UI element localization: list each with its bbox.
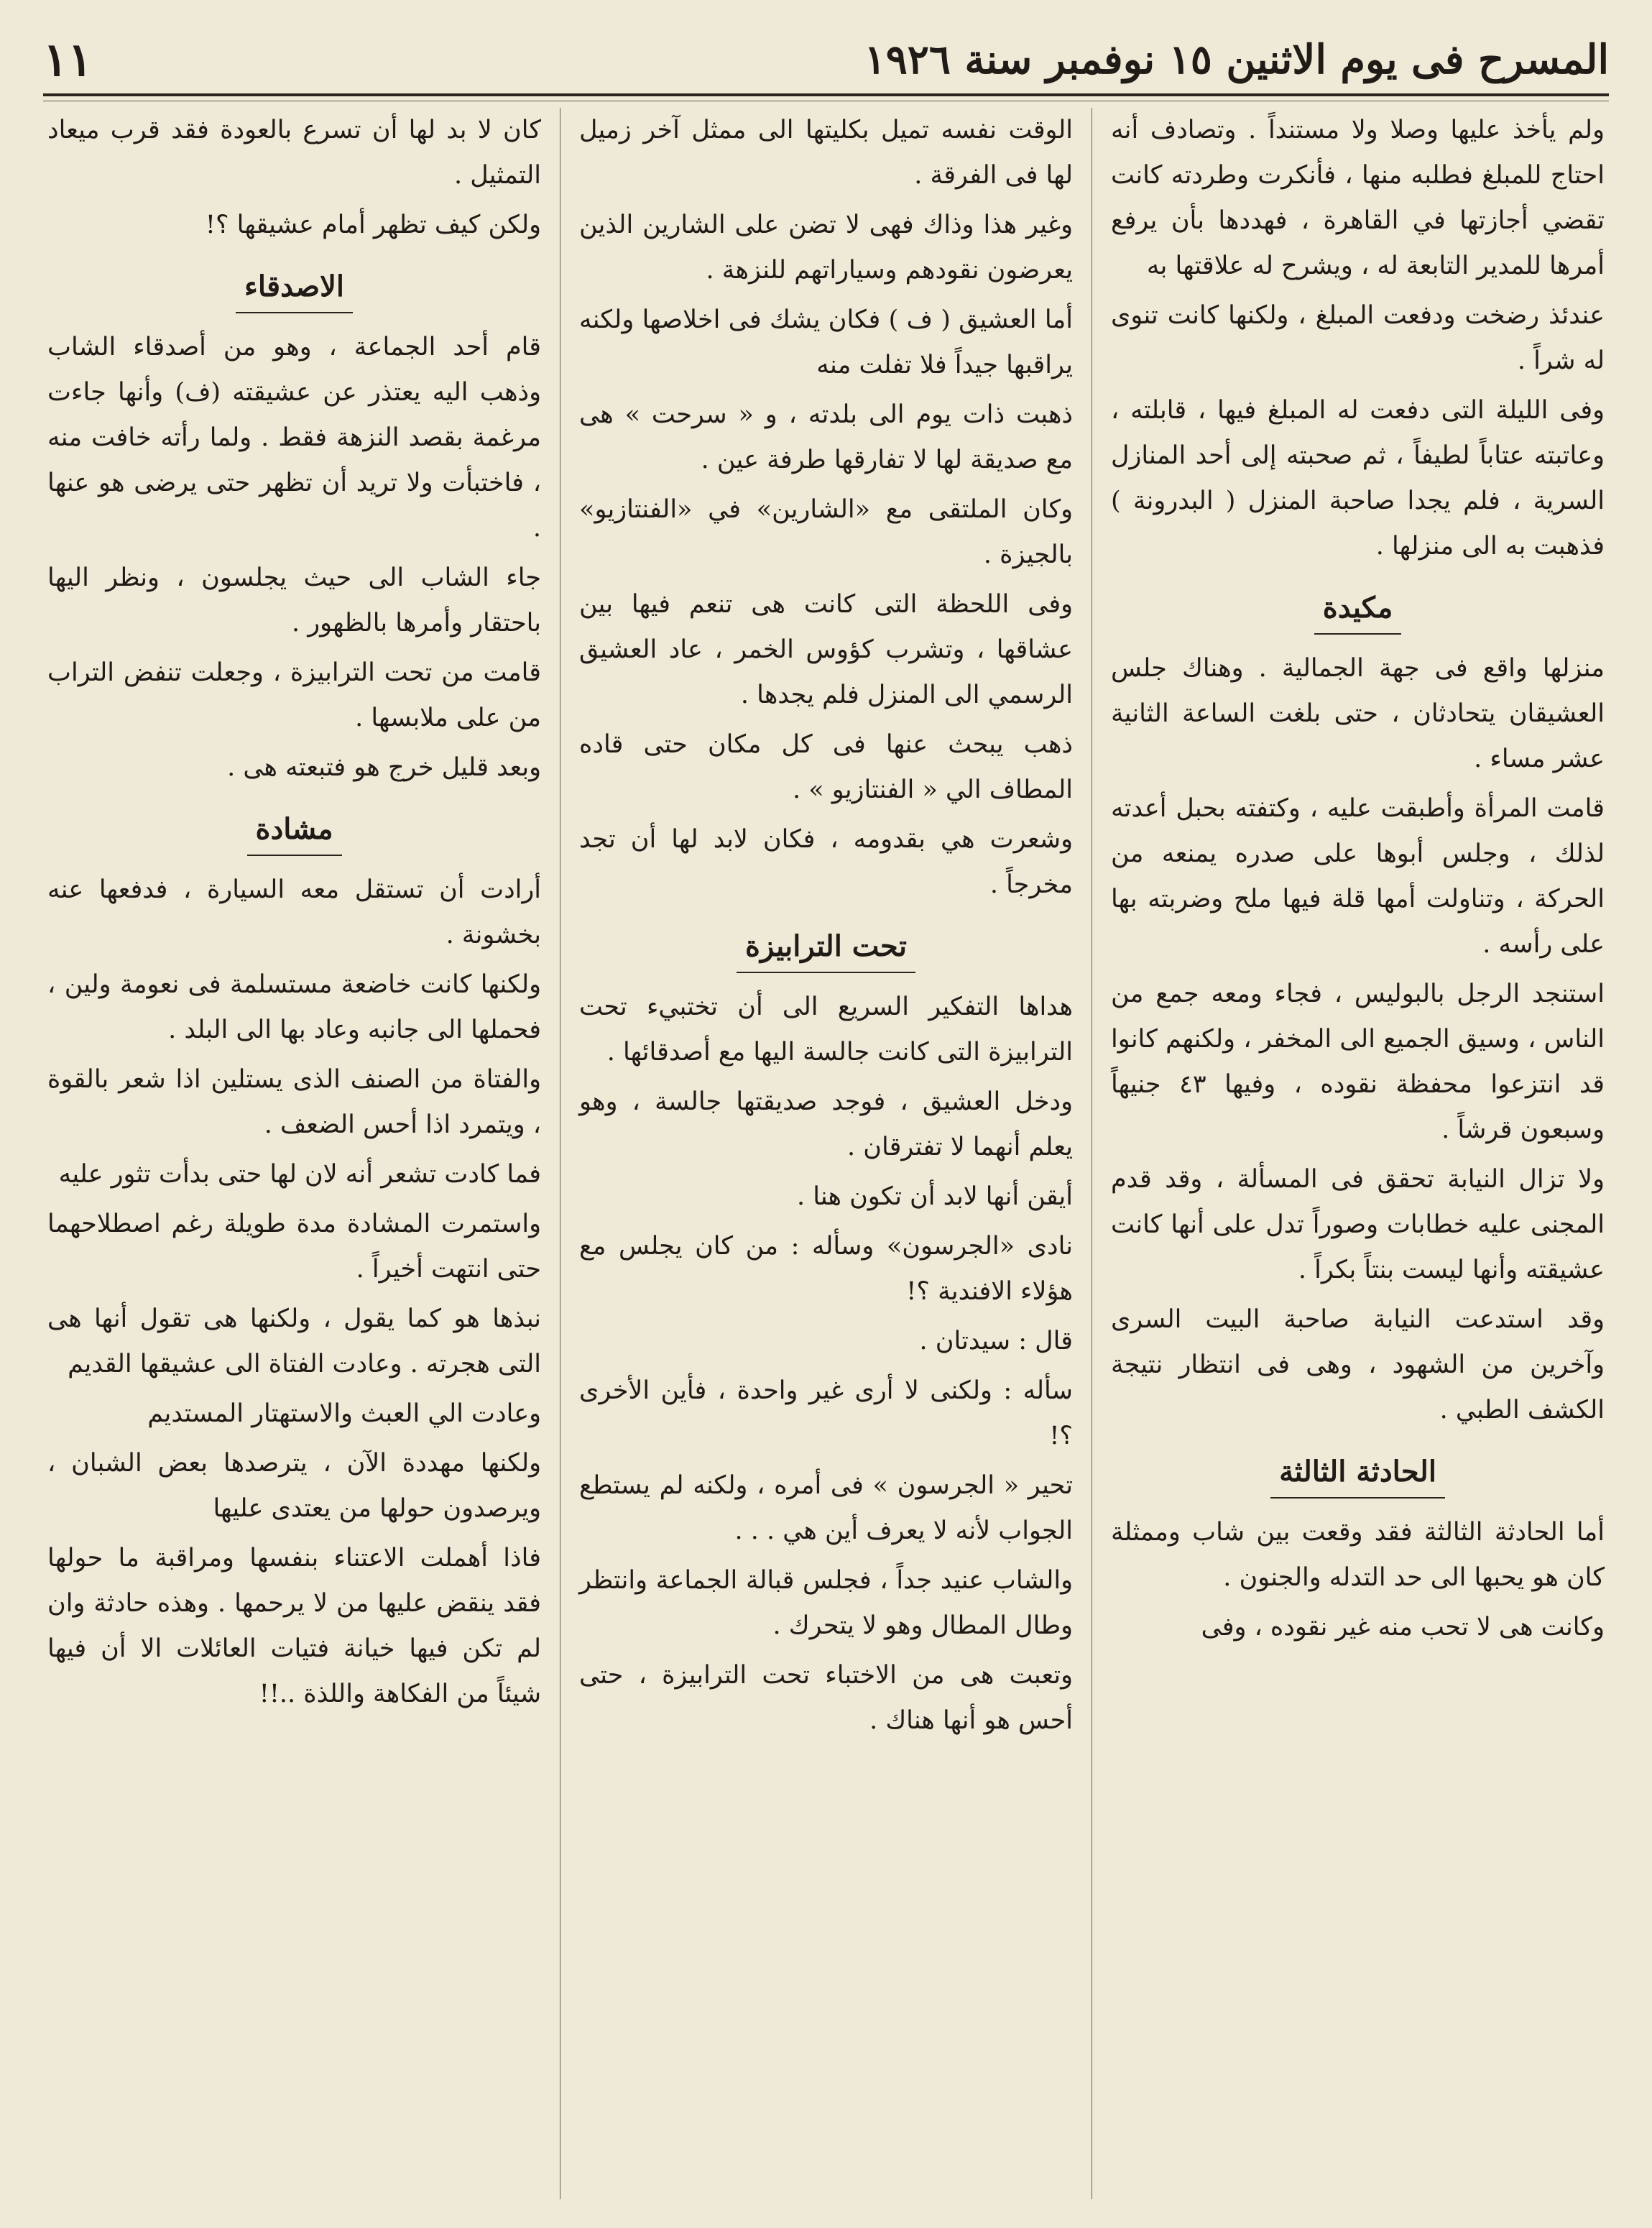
article-paragraph: جاء الشاب الى حيث يجلسون ، ونظر اليها باحتقار وأمرها بالظهور .: [47, 563, 542, 637]
article-paragraph: قام أحد الجماعة ، وهو من أصدقاء الشاب وذهب اليه يعتذر عن عشيقته (ف) وأنها جاءت مرغمة بقصد النزهة فقط . ولما رأته خافت منه ، فاختبأت ولا تريد أن تظهر حتى يرضى هو عنها .: [47, 333, 542, 543]
section-heading: [1111, 585, 1605, 635]
article-paragraph: وبعد قليل خرج هو فتبعته هى .: [227, 753, 542, 782]
article-paragraph: استنجد الرجل بالبوليس ، فجاء ومعه جمع من الناس ، وسيق الجميع الى المخفر ، ولكنهم كانوا قد انتزعوا محفظة نقوده ، وفيها ٤٣ جنيهاً وسبعون قرشاً .: [1111, 980, 1605, 1144]
column-left: [29, 108, 560, 2199]
section-heading-text: الحادثة الثالثة: [1270, 1449, 1445, 1499]
article-paragraph: ودخل العشيق ، فوجد صديقتها جالسة ، وهو يعلم أنهما لا تفترقان .: [579, 1087, 1074, 1161]
section-heading-text: الاصدقاء: [236, 264, 353, 313]
article-paragraph: وكان الملتقى مع «الشارين» في «الفنتازيو» بالجيزة .: [579, 495, 1074, 569]
header-rule: [43, 93, 1609, 96]
section-heading: [579, 924, 1073, 973]
article-paragraph: وكانت هى لا تحب منه غير نقوده ، وفى: [1201, 1613, 1605, 1642]
newspaper-dateline: المسرح فى يوم الاثنين ١٥ نوفمبر سنة ١٩٢٦: [864, 36, 1609, 83]
article-paragraph: ولكن كيف تظهر أمام عشيقها ؟!: [205, 211, 542, 239]
page-number: ١١: [43, 32, 93, 87]
article-paragraph: فاذا أهملت الاعتناء بنفسها ومراقبة ما حولها فقد ينقض عليها من لا يرحمها . وهذه حادثة وان لم تكن فيها خيانة فتيات العائلات الا أن فيها شيئاً من الفكاهة واللذة ..!!: [47, 1544, 542, 1708]
article-paragraph: ولكنها كانت خاضعة مستسلمة فى نعومة ولين ، فحملها الى جانبه وعاد بها الى البلد .: [47, 970, 542, 1044]
article-paragraph: وعادت الي العبث والاستهتار المستديم: [147, 1399, 542, 1428]
section-heading: [1111, 1449, 1605, 1499]
article-paragraph: واستمرت المشادة مدة طويلة رغم اصطلاحهما حتى انتهت أخيراً .: [47, 1210, 542, 1284]
article-paragraph: والفتاة من الصنف الذى يستلين اذا شعر بالقوة ، ويتمرد اذا أحس الضعف .: [47, 1065, 542, 1139]
article-paragraph: أما الحادثة الثالثة فقد وقعت بين شاب وممثلة كان هو يحبها الى حد التدله والجنون .: [1111, 1518, 1605, 1592]
article-paragraph: ذهبت ذات يوم الى بلدته ، و « سرحت » هى مع صديقة لها لا تفارقها طرفة عين .: [579, 400, 1074, 474]
article-paragraph: منزلها واقع فى جهة الجمالية . وهناك جلس العشيقان يتحادثان ، حتى بلغت الساعة الثانية عشر مساء .: [1111, 654, 1605, 773]
article-paragraph: وفى اللحظة التى كانت هى تنعم فيها بين عشاقها ، وتشرب كؤوس الخمر ، عاد العشيق الرسمي الى المنزل فلم يجدها .: [579, 590, 1074, 709]
page-header: [43, 29, 1609, 91]
article-columns: [29, 108, 1623, 2199]
column-right: [1092, 108, 1623, 2199]
article-paragraph: ولا تزال النيابة تحقق فى المسألة ، وقد قدم المجنى عليه خطابات وصوراً تدل على أنها كانت عشيقته وأنها ليست بنتاً بكراً .: [1111, 1165, 1605, 1284]
section-heading: [47, 806, 541, 856]
article-paragraph: الوقت نفسه تميل بكليتها الى ممثل آخر زميل لها فى الفرقة .: [579, 116, 1074, 190]
article-paragraph: تحير « الجرسون » فى أمره ، ولكنه لم يستطع الجواب لأنه لا يعرف أين هي . . .: [579, 1471, 1074, 1545]
article-paragraph: أما العشيق ( ف ) فكان يشك فى اخلاصها ولكنه يراقبها جيداً فلا تفلت منه: [579, 305, 1074, 379]
article-paragraph: وغير هذا وذاك فهى لا تضن على الشارين الذين يعرضون نقودهم وسياراتهم للنزهة .: [579, 211, 1074, 285]
article-paragraph: هداها التفكير السريع الى أن تختبيء تحت الترابيزة التى كانت جالسة اليها مع أصدقائها .: [579, 993, 1074, 1067]
article-paragraph: قال : سيدتان .: [919, 1327, 1074, 1355]
article-paragraph: أرادت أن تستقل معه السيارة ، فدفعها عنه بخشونة .: [47, 875, 542, 949]
article-paragraph: نادى «الجرسون» وسأله : من كان يجلس مع هؤلاء الافندية ؟!: [579, 1232, 1074, 1306]
article-paragraph: فما كادت تشعر أنه لان لها حتى بدأت تثور عليه: [58, 1160, 542, 1189]
section-heading-text: مكيدة: [1314, 585, 1402, 635]
article-paragraph: والشاب عنيد جداً ، فجلس قبالة الجماعة وانتظر وطال المطال وهو لا يتحرك .: [579, 1566, 1074, 1640]
column-middle: [560, 108, 1092, 2199]
article-paragraph: نبذها هو كما يقول ، ولكنها هى تقول أنها هى التى هجرته . وعادت الفتاة الى عشيقها القديم: [47, 1304, 542, 1378]
section-heading-text: مشادة: [247, 806, 342, 856]
article-paragraph: وفى الليلة التى دفعت له المبلغ فيها ، قابلته ، وعاتبته عتاباً لطيفاً ، ثم صحبته إلى أحد المنازل السرية ، فلم يجدا صاحبة المنزل ( البدرونة ) فذهبت به الى منزلها .: [1111, 396, 1605, 561]
article-paragraph: ولكنها مهددة الآن ، يترصدها بعض الشبان ، ويرصدون حولها من يعتدى عليها: [47, 1449, 542, 1523]
article-paragraph: ولم يأخذ عليها وصلا ولا مستنداً . وتصادف أنه احتاج للمبلغ فطلبه منها ، فأنكرت وطردته كانت تقضي أجازتها في القاهرة ، فهددها بأن يرفع أمرها للمدير التابعة له ، ويشرح له علاقتها به: [1111, 116, 1605, 280]
article-paragraph: عندئذ رضخت ودفعت المبلغ ، ولكنها كانت تنوى له شراً .: [1111, 301, 1605, 375]
article-paragraph: أيقن أنها لابد أن تكون هنا .: [797, 1182, 1074, 1211]
section-heading-text: تحت الترابيزة: [737, 924, 915, 973]
article-paragraph: ذهب يبحث عنها فى كل مكان حتى قاده المطاف الي « الفنتازيو » .: [579, 730, 1074, 804]
article-paragraph: وشعرت هي بقدومه ، فكان لابد لها أن تجد مخرجاً .: [579, 825, 1074, 899]
section-heading: [47, 264, 541, 313]
article-paragraph: كان لا بد لها أن تسرع بالعودة فقد قرب ميعاد التمثيل .: [47, 116, 542, 190]
article-paragraph: سأله : ولكنى لا أرى غير واحدة ، فأين الأخرى ؟!: [579, 1376, 1074, 1450]
article-paragraph: قامت من تحت الترابيزة ، وجعلت تنفض التراب من على ملابسها .: [47, 658, 542, 732]
article-paragraph: وتعبت هى من الاختباء تحت الترابيزة ، حتى أحس هو أنها هناك .: [579, 1661, 1074, 1735]
article-paragraph: وقد استدعت النيابة صاحبة البيت السرى وآخرين من الشهود ، وهى فى انتظار نتيجة الكشف الطبي .: [1111, 1305, 1605, 1424]
article-paragraph: قامت المرأة وأطبقت عليه ، وكتفته بحبل أعدته لذلك ، وجلس أبوها على صدره يمنعه من الحركة ، وتناولت أمها قلة فيها ملح وضربته بها على رأسه .: [1111, 794, 1605, 959]
